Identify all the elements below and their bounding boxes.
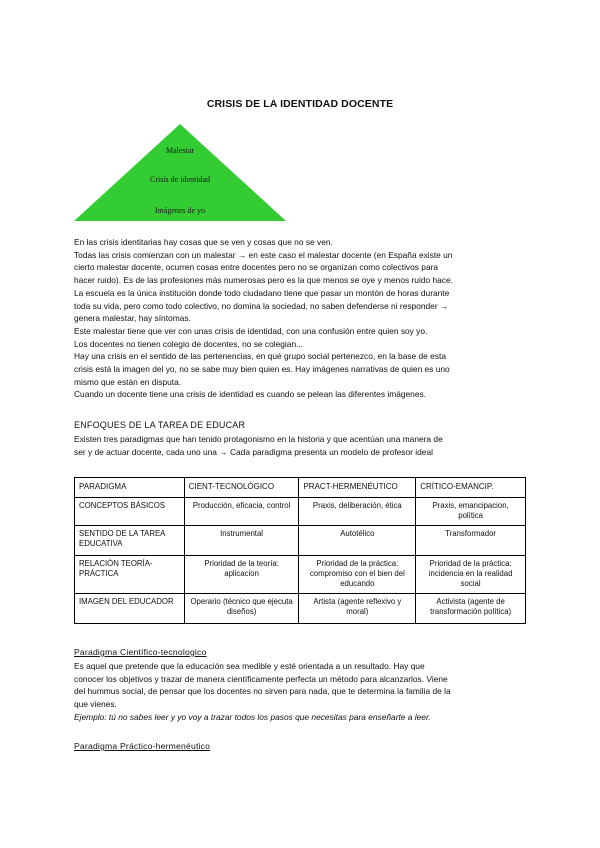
text-line: conocer los objetivos y trazar de manera científicamente perfecta un método para alcanzarlos. Viene xyxy=(74,673,448,684)
text-line: que vienes. xyxy=(74,699,117,710)
pyramid-level-crisis: Crisis de identidad xyxy=(150,175,210,184)
text-line: genera malestar, hay síntomas. xyxy=(74,313,191,324)
paradigms-table xyxy=(74,477,526,624)
enfoques-text xyxy=(74,433,530,458)
text-line: crisis está la imagen del yo, no se sabe muy bien quien es. Hay imágenes narrativas de quien es uno xyxy=(74,364,450,375)
table-cell: Operario (técnico que ejecuta diseños) xyxy=(184,594,299,624)
text-line: Hay una crisis en el sentido de las pertenencias, en qué grupo social pertenezco, en la base de esta xyxy=(74,351,446,362)
table-cell: Transformador xyxy=(416,526,526,556)
text-line: toda su vida, pero como todo colectivo, no domina la sociedad, no saben defenderse ni responder → xyxy=(74,300,449,311)
text-line: hacer ruido). Es de las profesiones más numerosas pero es la que menos se oye y menos ruido hace. xyxy=(74,275,453,286)
text-line: Los docentes no tienen colegio de docentes, no se colegian... xyxy=(74,338,304,349)
text-line: En las crisis identitarias hay cosas que se ven y cosas que no se ven. xyxy=(74,237,333,247)
table-row xyxy=(75,498,526,526)
table-cell: Prioridad de la teoría: aplicacion xyxy=(184,556,299,594)
table-cell: Prioridad de la práctica: compromiso con el bien del educando xyxy=(299,556,416,594)
example-line: Ejemplo: tú no sabes leer y yo voy a trazar todos los pasos que necesitas para enseñarte a leer. xyxy=(74,711,431,722)
text-line: La escuela es la única institución donde todo ciudadano tiene que pasar un montón de horas durante xyxy=(74,287,450,298)
table-header-cell: CIENT-TECNOLÓGICO xyxy=(184,478,299,498)
text-line: Este malestar tiene que ver con unas crisis de identidad, con una confusión entre quien soy yo. xyxy=(74,325,428,336)
table-cell: Artista (agente reflexivo y moral) xyxy=(299,594,416,624)
document-title: CRISIS DE LA IDENTIDAD DOCENTE xyxy=(206,98,394,110)
table-header-cell: PARADIGMA xyxy=(75,478,185,498)
table-header-cell: PRACT-HERMENÉUTICO xyxy=(299,478,416,498)
paradigma-cientifico-heading: Paradigma Científico-tecnologico xyxy=(74,647,207,657)
text-line: mismo que están en disputa. xyxy=(74,376,182,387)
paradigma-practico-heading: Paradigma Práctico-hermenéutico xyxy=(74,741,211,751)
row-label: RELACIÓN TEORÍA-PRÁCTICA xyxy=(75,556,185,594)
text-line: cierto malestar docente, ocurren cosas entre docentes pero no se organizan como colectivos para xyxy=(74,262,439,273)
table-cell: Instrumental xyxy=(184,526,299,556)
table-cell: Autotélico xyxy=(299,526,416,556)
row-label: SENTIDO DE LA TAREA EDUCATIVA xyxy=(75,526,185,556)
text-line: ser y de actuar docente, cada uno una → Cada paradigma presenta un modelo de profesor ideal xyxy=(74,446,433,457)
table-cell: Producción, eficacia, control xyxy=(184,498,299,526)
text-line: Existen tres paradigmas que han tenido protagonismo en la historia y que acentúan una manera de xyxy=(74,434,443,444)
table-row xyxy=(75,594,526,624)
text-line: Es aquel que pretende que la educación sea medible y esté orientada a un resultado. Hay que xyxy=(74,661,425,671)
intro-text xyxy=(74,236,530,401)
text-line: Cuando un docente tiene una crisis de identidad es cuando se pelean las diferentes imágenes. xyxy=(74,389,426,400)
enfoques-heading: ENFOQUES DE LA TAREA DE EDUCAR xyxy=(74,420,246,430)
text-line: del hummus social, de pensar que los docentes no sirven para nada, que te determina la familia de la xyxy=(74,686,451,697)
paradigma-cientifico-text xyxy=(74,660,530,724)
table-cell: Activista (agente de transformación política) xyxy=(416,594,526,624)
table-row xyxy=(75,526,526,556)
text-line: Todas las crisis comienzan con un malestar → en este caso el malestar docente (en España existe un xyxy=(74,249,453,260)
table-header-cell: CRÍTICO-EMANCIP. xyxy=(416,478,526,498)
pyramid-level-imagenes: Imágenes de yo xyxy=(154,206,206,215)
table-header-row xyxy=(75,478,526,498)
pyramid-level-malestar: Malestar xyxy=(166,146,194,155)
table-row xyxy=(75,556,526,594)
row-label: CONCEPTOS BÁSICOS xyxy=(75,498,185,526)
table-cell: Praxis, deliberación, ética xyxy=(299,498,416,526)
row-label: IMAGEN DEL EDUCADOR xyxy=(75,594,185,624)
table-cell: Prioridad de la práctica: incidencia en la realidad social xyxy=(416,556,526,594)
table-cell: Praxis, emancipacion, política xyxy=(416,498,526,526)
